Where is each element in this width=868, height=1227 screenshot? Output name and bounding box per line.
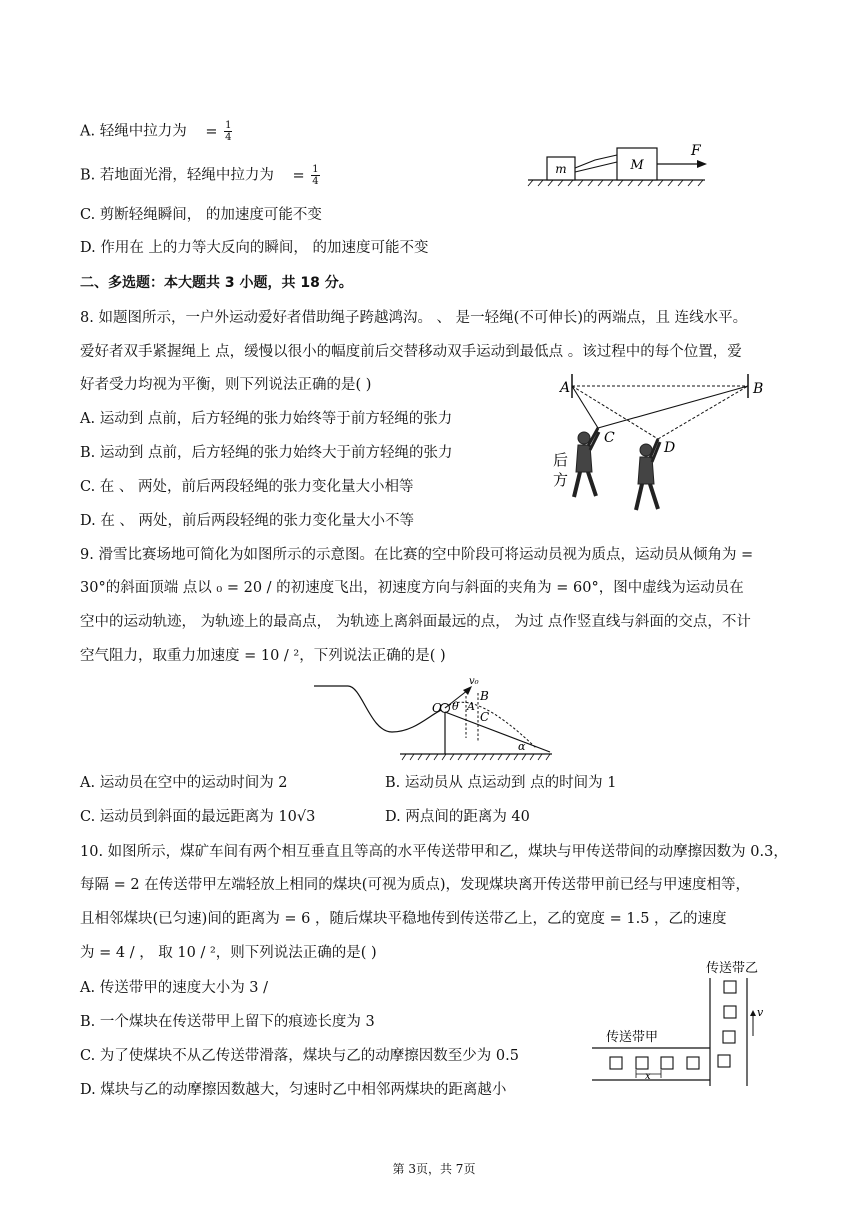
q9-stem-line4: 空气阻力，取重力加速度 = 10 / ²，下列说法正确的是( ) [80, 648, 446, 664]
q9-option-c: C. 运动员到斜面的最远距离为 10√3 [80, 809, 316, 825]
svg-text:C: C [480, 710, 490, 724]
climber-figure-2 [636, 439, 660, 510]
q8-stem-line1: 8. 如题图所示，一户外运动爱好者借助绳子跨越鸿沟。 、 是一轻绳(不可伸长)的两端点，且 连线水平。 [80, 310, 748, 326]
svg-text:传送带甲: 传送带甲 [606, 1030, 659, 1045]
q8-rope-figure [550, 372, 770, 520]
svg-text:C: C [604, 430, 615, 446]
q7-blocks-figure [525, 140, 715, 188]
svg-text:A: A [467, 700, 475, 713]
q10-conveyor-figure [590, 958, 770, 1090]
q7-option-a: A. 轻绳中拉力为 = $\frac{1}{4}$ [80, 120, 232, 143]
fraction-one-quarter: $\frac{1}{4}$ [225, 120, 232, 143]
q8-stem-line3: 好者受力均视为平衡，则下列说法正确的是( ) [80, 377, 372, 393]
svg-text:方: 方 [553, 471, 569, 489]
svg-text:m: m [555, 162, 567, 176]
q7-option-c: C. 剪断轻绳瞬间， 的加速度可能不变 [80, 207, 322, 223]
svg-text:F: F [691, 143, 701, 159]
q10-option-d: D. 煤块与乙的动摩擦因数越大，匀速时乙中相邻两煤块的距离越小 [80, 1082, 507, 1098]
svg-text:后: 后 [553, 451, 569, 469]
svg-text:B: B [753, 381, 764, 397]
q9-stem-line2: 30°的斜面顶端 点以 ₀ = 20 / 的初速度飞出，初速度方向与斜面的夹角为 = 60°，图中虚线为运动员在 [80, 580, 744, 596]
q10-stem-line3: 且相邻煤块(已匀速)间的距离为 = 6 ，随后煤块平稳地传到传送带乙上，乙的宽度 = 1.5 ，乙的速度 [80, 911, 727, 927]
svg-text:α: α [518, 740, 526, 753]
q10-stem-line1: 10. 如图所示，煤矿车间有两个相互垂直且等高的水平传送带甲和乙，煤块与甲传送带间的动摩擦因数为 0.3， [80, 844, 788, 860]
q8-option-b: B. 运动到 点前，后方轻绳的张力始终大于前方轻绳的张力 [80, 445, 453, 461]
svg-text:B: B [480, 689, 489, 703]
q8-option-a: A. 运动到 点前，后方轻绳的张力始终等于前方轻绳的张力 [80, 411, 453, 427]
climber-figure-1 [574, 428, 599, 497]
q7-option-a-text: A. 轻绳中拉力为 [80, 123, 187, 140]
q7-option-b-text: B. 若地面光滑，轻绳中拉力为 [80, 167, 274, 184]
svg-text:D: D [664, 440, 676, 456]
svg-text:O: O [432, 701, 442, 715]
q9-option-a: A. 运动员在空中的运动时间为 2 [80, 775, 288, 791]
q10-stem-line2: 每隔 = 2 在传送带甲左端轻放上相同的煤块(可视为质点)，发现煤块离开传送带甲前已经与甲速度相等， [80, 877, 751, 893]
q7-option-b: B. 若地面光滑，轻绳中拉力为 = $\frac{1}{4}$ [80, 164, 319, 187]
q10-option-c: C. 为了使煤块不从乙传送带滑落，煤块与乙的动摩擦因数至少为 0.5 [80, 1048, 519, 1064]
section-heading: 二、多选题：本大题共 3 小题，共 18 分。 [80, 275, 353, 291]
q9-ski-slope-figure [312, 672, 557, 762]
svg-text:M: M [630, 158, 644, 173]
svg-text:A: A [560, 380, 571, 396]
svg-text:v₀: v₀ [469, 676, 479, 687]
q9-option-b: B. 运动员从 点运动到 点的时间为 1 [385, 775, 617, 791]
svg-text:x: x [645, 1071, 651, 1082]
page-number-footer: 第 3页，共 7页 [392, 1162, 476, 1176]
fraction-one-quarter: $\frac{1}{4}$ [312, 164, 319, 187]
q9-stem-line1: 9. 滑雪比赛场地可简化为如图所示的示意图。在比赛的空中阶段可将运动员视为质点，运动员从倾角为 = [80, 547, 754, 563]
q9-stem-line3: 空中的运动轨迹， 为轨迹上的最高点， 为轨迹上离斜面最远的点， 为过 点作竖直线与斜面的交点，不计 [80, 614, 751, 630]
svg-text:v: v [757, 1006, 764, 1019]
q10-option-a: A. 传送带甲的速度大小为 3 / [80, 980, 269, 996]
svg-text:θ: θ [452, 700, 459, 713]
q10-stem-line4: 为 = 4 / ， 取 10 / ²，则下列说法正确的是( ) [80, 945, 377, 961]
q8-stem-line2: 爱好者双手紧握绳上 点，缓慢以很小的幅度前后交替移动双手运动到最低点 。该过程中的每个位置，爱 [80, 344, 742, 360]
q8-option-c: C. 在 、 两处，前后两段轻绳的张力变化量大小相等 [80, 479, 414, 495]
q9-option-d: D. 两点间的距离为 40 [385, 809, 530, 825]
q10-option-b: B. 一个煤块在传送带甲上留下的痕迹长度为 3 [80, 1014, 375, 1030]
q7-option-d: D. 作用在 上的力等大反向的瞬间， 的加速度可能不变 [80, 240, 429, 256]
svg-text:传送带乙: 传送带乙 [706, 961, 759, 976]
q8-option-d: D. 在 、 两处，前后两段轻绳的张力变化量大小不等 [80, 513, 415, 529]
